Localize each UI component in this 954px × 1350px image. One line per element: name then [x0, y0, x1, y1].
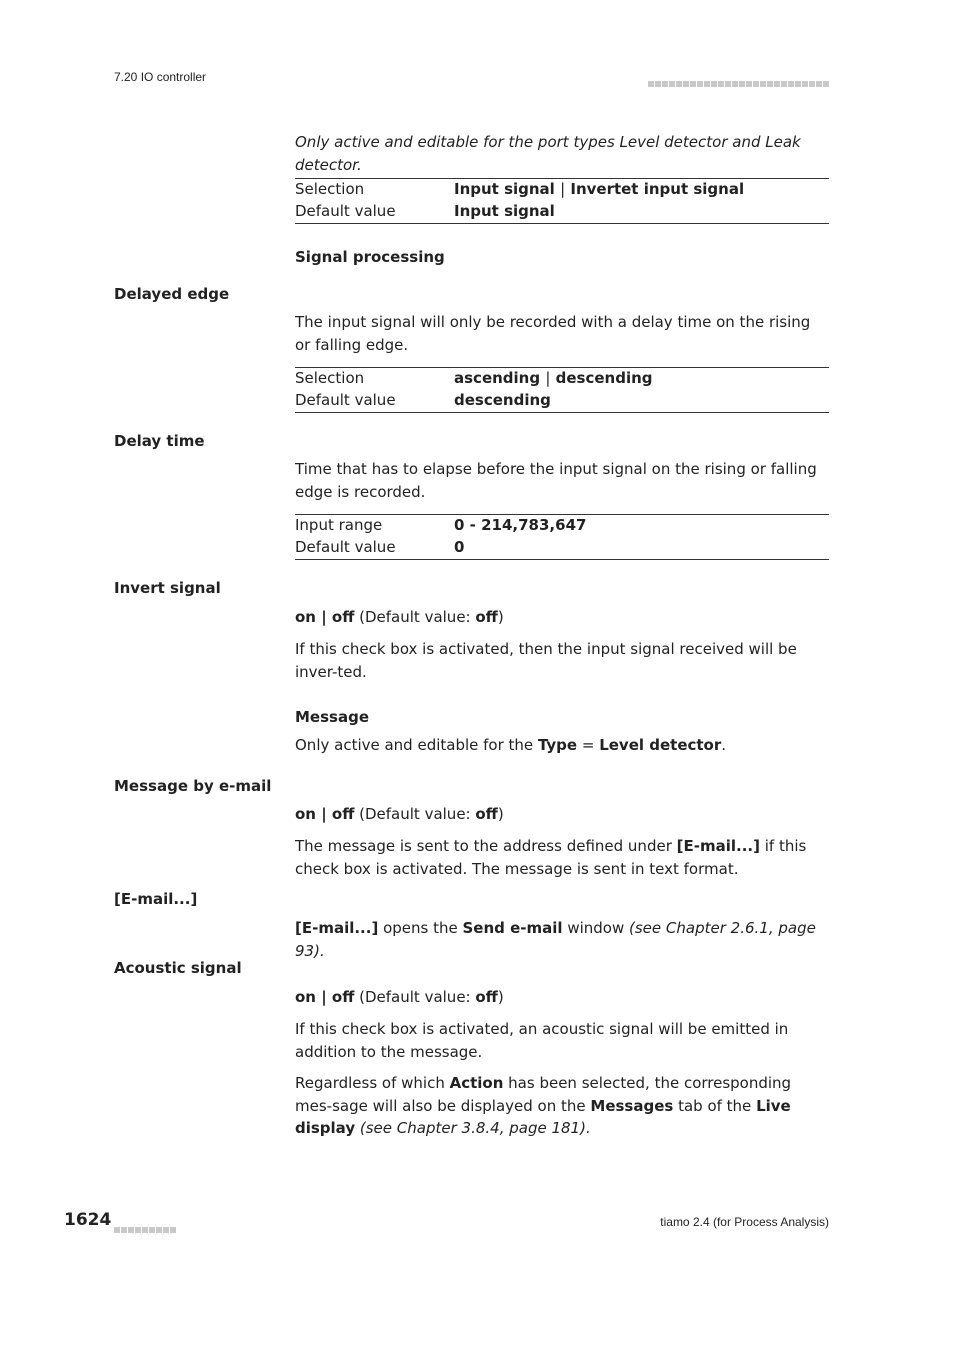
- decor-square: [655, 81, 661, 87]
- param-key: Input range: [295, 516, 383, 534]
- message-heading: Message: [295, 708, 369, 726]
- decor-square: [170, 1227, 176, 1233]
- page-number: 1624: [64, 1210, 112, 1230]
- decor-square: [669, 81, 675, 87]
- decor-square: [697, 81, 703, 87]
- param-value: Input signal | Invertet input signal: [454, 180, 745, 198]
- decor-square: [753, 81, 759, 87]
- delayed-edge-label: Delayed edge: [114, 285, 230, 303]
- decor-square: [809, 81, 815, 87]
- message-by-email-desc: The message is sent to the address defined under [E-mail...] if this check box is activated. The message is sent in text format.: [295, 837, 807, 878]
- chapter-link[interactable]: (see Chapter 3.8.4, page 181).: [355, 1119, 591, 1137]
- param-key: Default value: [295, 202, 396, 220]
- footer-product: tiamo 2.4 (for Process Analysis): [660, 1215, 829, 1229]
- table-row: [295, 537, 829, 559]
- decor-square: [823, 81, 829, 87]
- decor-square: [662, 81, 668, 87]
- decor-square: [739, 81, 745, 87]
- running-header-section: 7.20 IO controller: [114, 70, 207, 84]
- decor-square: [676, 81, 682, 87]
- intro-param-table: [295, 178, 829, 224]
- delay-time-label: Delay time: [114, 432, 205, 450]
- message-by-email-onoff: on | off (Default value: off): [295, 805, 504, 823]
- decor-square: [142, 1227, 148, 1233]
- decor-square: [746, 81, 752, 87]
- decor-square: [149, 1227, 155, 1233]
- chapter-link[interactable]: (see Chapter 2.6.1, page 93).: [295, 919, 816, 960]
- decor-square: [135, 1227, 141, 1233]
- footer-decoration: [114, 1218, 177, 1237]
- decor-square: [711, 81, 717, 87]
- delay-time-table: [295, 514, 829, 560]
- table-row: [295, 390, 829, 412]
- signal-processing-heading: Signal processing: [295, 248, 445, 266]
- decor-square: [788, 81, 794, 87]
- param-value: Input signal: [454, 202, 555, 220]
- delay-time-desc: Time that has to elapse before the input signal on the rising or falling edge is recorded.: [295, 460, 817, 501]
- table-row: [295, 515, 829, 537]
- decor-square: [725, 81, 731, 87]
- decor-square: [128, 1227, 134, 1233]
- decor-square: [732, 81, 738, 87]
- decor-square: [683, 81, 689, 87]
- decor-square: [690, 81, 696, 87]
- invert-signal-onoff: on | off (Default value: off): [295, 608, 504, 626]
- acoustic-signal-label: Acoustic signal: [114, 959, 242, 977]
- acoustic-signal-desc: If this check box is activated, an acoustic signal will be emitted in addition to the message.: [295, 1020, 789, 1061]
- acoustic-signal-onoff: on | off (Default value: off): [295, 988, 504, 1006]
- email-button-desc: [E-mail...] opens the Send e-mail window (see Chapter 2.6.1, page 93).: [295, 919, 816, 960]
- decor-square: [114, 1227, 120, 1233]
- decor-square: [802, 81, 808, 87]
- decor-square: [648, 81, 654, 87]
- table-row: [295, 201, 829, 223]
- decor-square: [704, 81, 710, 87]
- message-by-email-label: Message by e-mail: [114, 777, 272, 795]
- param-key: Default value: [295, 538, 396, 556]
- table-row: [295, 179, 829, 201]
- email-button-label: [E-mail...]: [114, 890, 198, 908]
- decor-square: [774, 81, 780, 87]
- param-key: Selection: [295, 369, 365, 387]
- param-value: descending: [454, 391, 551, 409]
- param-key: Selection: [295, 180, 365, 198]
- decor-square: [163, 1227, 169, 1233]
- decor-square: [795, 81, 801, 87]
- message-note: Only active and editable for the Type = Level detector.: [295, 736, 727, 754]
- decor-square: [767, 81, 773, 87]
- decor-square: [760, 81, 766, 87]
- param-value: 0: [454, 538, 465, 556]
- delayed-edge-table: [295, 367, 829, 413]
- param-value: ascending | descending: [454, 369, 653, 387]
- decor-square: [718, 81, 724, 87]
- intro-note: Only active and editable for the port types Level detector and Leak detector.: [295, 133, 801, 174]
- delayed-edge-desc: The input signal will only be recorded with a delay time on the rising or falling edge.: [295, 313, 811, 354]
- acoustic-signal-note: Regardless of which Action has been selected, the corresponding mes-sage will also be displayed on the Messages tab of the Live display (see Chapter 3.8.4, page 181).: [295, 1074, 792, 1137]
- decor-square: [816, 81, 822, 87]
- param-key: Default value: [295, 391, 396, 409]
- invert-signal-label: Invert signal: [114, 579, 221, 597]
- invert-signal-desc: If this check box is activated, then the input signal received will be inver-ted.: [295, 640, 797, 681]
- table-row: [295, 368, 829, 390]
- header-decoration: [648, 72, 830, 91]
- decor-square: [781, 81, 787, 87]
- decor-square: [121, 1227, 127, 1233]
- param-value: 0 - 214,783,647: [454, 516, 587, 534]
- decor-square: [156, 1227, 162, 1233]
